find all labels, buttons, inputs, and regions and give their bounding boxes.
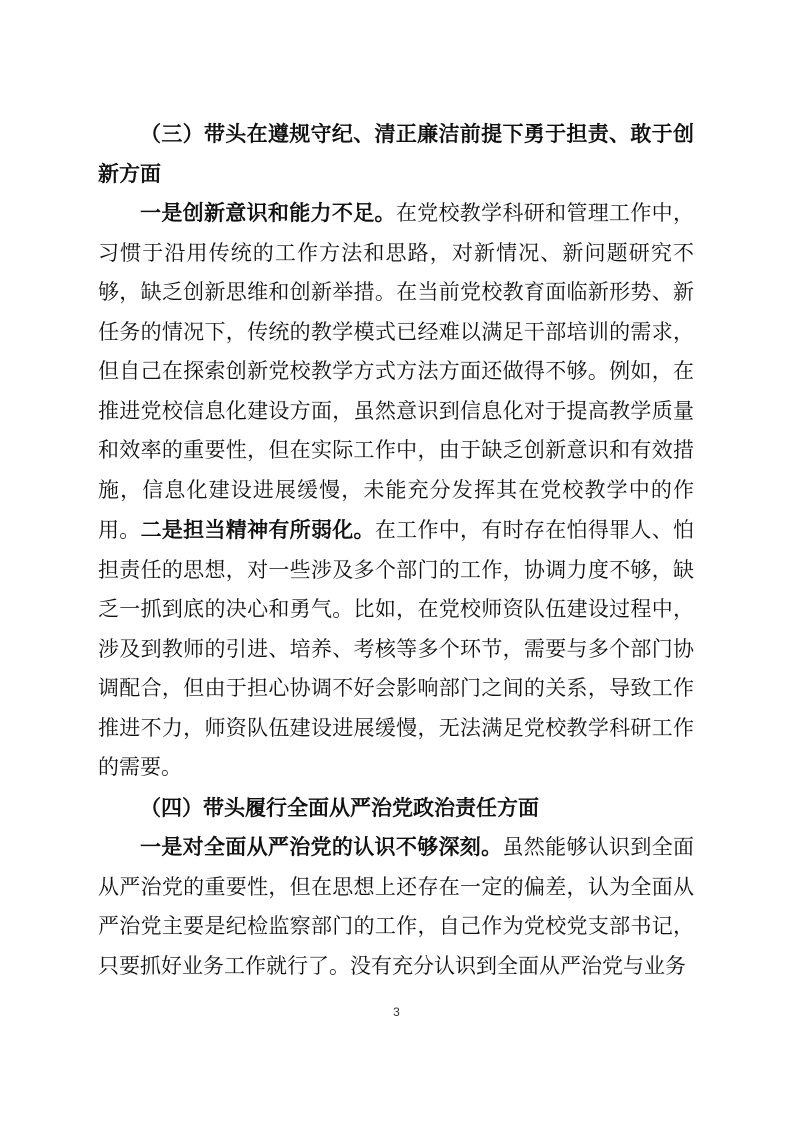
section-heading-3: （三）带头在遵规守纪、清正廉洁前提下勇于担责、敢于创新方面 [98,121,694,186]
lead-innovation: 一是创新意识和能力不足。 [140,200,396,225]
section-heading-4: （四）带头履行全面从严治党政治责任方面 [140,794,539,820]
text-party-governance: 虽然能够认识到全面从严治党的重要性，但在思想上还存在一定的偏差，认为全面从严治党主要是纪检监察部门的工作，自己作为党校党支部书记，只要抓好业务工作就行了。没有充分认识到全面从严治党与业务 [98,835,695,978]
text-innovation: 在党校教学科研和管理工作中，习惯于沿用传统的工作方法和思路，对新情况、新问题研究不够，缺乏创新思维和创新举措。在当前党校教育面临新形势、新任务的情况下，传统的教学模式已经难以满足干部培训的需求，但自己在探索创新党校教学方式方法方面还做得不够。例如，在推进党校信息化建设方面，虽然意识到信息化对于提高教学质量和效率的重要性，但在实际工作中，由于缺乏创新意识和有效措施，信息化建设进展缓慢，未能充分发挥其在党校教学中的作用。 [98,201,695,542]
lead-party-governance: 一是对全面从严治党的认识不够深刻。 [140,834,503,859]
section-paragraph-4 [98,827,694,986]
document-body [98,114,694,986]
lead-responsibility: 二是担当精神有所弱化。 [140,517,375,542]
text-responsibility: 在工作中，有时存在怕得罪人、怕担责任的思想，对一些涉及多个部门的工作，协调力度不够，缺乏一抓到底的决心和勇气。比如，在党校师资队伍建设过程中，涉及到教师的引进、培养、考核等多个环节，需要与多个部门协调配合，但由于担心协调不好会影响部门之间的关系，导致工作推进不力，师资队伍建设进展缓慢，无法满足党校教学科研工作的需要。 [98,518,695,779]
section-paragraph-3 [98,193,694,788]
page-number: 3 [393,1005,400,1019]
